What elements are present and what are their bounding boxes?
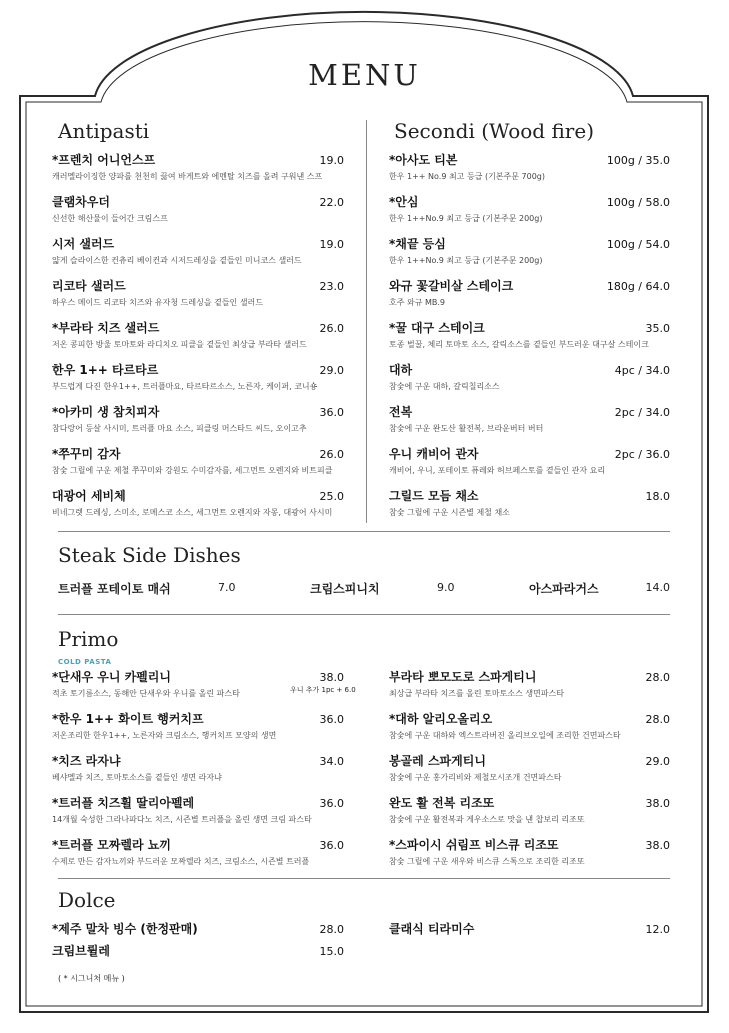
menu-item-price: 100g / 54.0 — [606, 238, 670, 251]
divider-3 — [58, 878, 670, 879]
menu-item-description: 캐러멜라이징한 양파를 천천히 끓여 바게트와 에멘탈 치즈를 올려 구워낸 스프 — [52, 172, 323, 181]
menu-item-name: *아카미 생 참치피자 — [52, 405, 160, 419]
menu-item-description: 한우 1++No.9 최고 등급 (기본주문 200g) — [389, 256, 543, 265]
divider-1 — [58, 531, 670, 532]
menu-item-name: *대하 알리오올리오 — [389, 712, 493, 726]
menu-item-name: *꿀 대구 스테이크 — [389, 321, 485, 335]
menu-item-price: 38.0 — [645, 839, 670, 852]
menu-item-price: 36.0 — [319, 839, 344, 852]
menu-item-description: 신선한 해산물이 들어간 크림스프 — [52, 214, 168, 223]
menu-item-price: 35.0 — [645, 322, 670, 335]
menu-item-description: 수제로 만든 감자뇨끼와 부드러운 모짜렐라 치즈, 크림소스, 시즌별 트러플 — [52, 857, 310, 866]
divider-2 — [58, 614, 670, 615]
menu-item-price: 23.0 — [319, 280, 344, 293]
menu-item-description: 참숯에 구운 활전복과 게우소스로 맛을 낸 찹보리 리조또 — [389, 815, 585, 824]
menu-item-name: 대하 — [389, 363, 413, 377]
menu-item-description: 토종 벌꿀, 체리 토마토 소스, 갈릭소스를 곁들인 부드러운 대구살 스테이크 — [389, 340, 649, 349]
menu-item-name: 완도 활 전복 리조또 — [389, 796, 495, 810]
menu-item-description: 캐비어, 우니, 포테이토 퓨레와 허브페스토를 곁들인 관자 요리 — [389, 466, 606, 475]
column-divider — [366, 120, 367, 523]
menu-item-name: 시저 샐러드 — [52, 237, 115, 251]
menu-item — [52, 319, 344, 350]
menu-item-price: 26.0 — [319, 322, 344, 335]
menu-item — [52, 794, 344, 825]
menu-item-name: *채끝 등심 — [389, 237, 446, 251]
menu-item — [52, 445, 344, 476]
menu-item-description: 14개월 숙성한 그라나파다노 치즈, 시즌별 트러플을 올린 생면 크림 파스타 — [52, 815, 312, 824]
menu-item-name: 우니 캐비어 관자 — [389, 447, 479, 461]
menu-item-name: *스파이시 쉬림프 비스큐 리조또 — [389, 838, 559, 852]
menu-item-price: 2pc / 36.0 — [614, 448, 670, 461]
menu-item-name: 대광어 세비체 — [52, 489, 126, 503]
menu-item-name: 와규 꽃갈비살 스테이크 — [389, 279, 514, 293]
menu-item-name: *프렌치 어니언스프 — [52, 153, 156, 167]
menu-item — [389, 836, 670, 867]
menu-title: MENU — [308, 58, 421, 92]
primo-heading: Primo — [58, 627, 119, 651]
menu-item-description: 비네그렛 드레싱, 스미소, 로메스코 소스, 세그먼트 오렌지와 자몽, 대광어 사시미 — [52, 508, 333, 517]
menu-item — [52, 920, 344, 937]
menu-item-name: *트러플 치즈휠 딸리아펠레 — [52, 796, 195, 810]
menu-item — [52, 942, 344, 959]
menu-item-price: 29.0 — [319, 364, 344, 377]
menu-item-price: 38.0 — [645, 797, 670, 810]
menu-item-price: 19.0 — [319, 238, 344, 251]
menu-item — [52, 235, 344, 266]
menu-item-price: 25.0 — [319, 490, 344, 503]
menu-item — [389, 403, 670, 434]
menu-item-name: 리코타 샐러드 — [52, 279, 126, 293]
menu-item — [389, 752, 670, 783]
menu-item — [389, 487, 670, 518]
menu-item — [389, 794, 670, 825]
menu-item-name: 클래식 티라미수 — [389, 922, 475, 936]
menu-item-price: 100g / 58.0 — [606, 196, 670, 209]
menu-item — [52, 668, 344, 699]
menu-item-description: 참숯에 구운 대하와 엑스트라버진 올리브오일에 조리한 건면파스타 — [389, 731, 621, 740]
menu-item — [52, 277, 344, 308]
menu-item-name: *치즈 라자냐 — [52, 754, 121, 768]
menu-item-description: 참숯에 구운 완도산 활전복, 브라운버터 버터 — [389, 424, 544, 433]
menu-item-description: 참숯 그릴에 구운 제철 쭈꾸미와 강원도 수미감자를, 세그먼트 오렌지와 비트피클 — [52, 466, 333, 475]
menu-item — [389, 193, 670, 224]
menu-item — [389, 668, 670, 699]
menu-item — [389, 277, 670, 308]
steak-sides-heading: Steak Side Dishes — [58, 543, 241, 567]
uni-addon-note: 우니 추가 1pc + 6.0 — [290, 686, 356, 694]
cold-pasta-label: COLD PASTA — [58, 658, 112, 666]
menu-item-description: 저온 콩피한 방울 토마토와 라디치오 피클을 곁들인 최상급 부라타 샐러드 — [52, 340, 307, 349]
menu-item-name: *트러플 모짜렐라 뇨끼 — [52, 838, 171, 852]
menu-item-description: 참숯에 구운 대하, 갈릭칠리소스 — [389, 382, 500, 391]
menu-item-price: 28.0 — [319, 923, 344, 936]
menu-item-price: 29.0 — [645, 755, 670, 768]
menu-item-name: *쭈꾸미 감자 — [52, 447, 121, 461]
menu-item-description: 한우 1++No.9 최고 등급 (기본주문 200g) — [389, 214, 543, 223]
menu-item-name: 크림브륄레 — [52, 944, 110, 958]
signature-footnote: ( * 시그니처 메뉴 ) — [58, 974, 125, 983]
menu-item — [52, 836, 344, 867]
menu-item — [389, 361, 670, 392]
menu-item — [389, 235, 670, 266]
menu-item-price: 36.0 — [319, 797, 344, 810]
menu-item — [52, 710, 344, 741]
menu-item-price: 26.0 — [319, 448, 344, 461]
menu-item-name: *한우 1++ 화이트 행커치프 — [52, 712, 204, 726]
menu-item-price: 180g / 64.0 — [606, 280, 670, 293]
side-item-price: 7.0 — [218, 581, 236, 594]
menu-item-description: 참숯 그릴에 구운 시즌별 제철 채소 — [389, 508, 510, 517]
menu-item-price: 36.0 — [319, 713, 344, 726]
menu-item-price: 15.0 — [319, 945, 344, 958]
menu-item-name: 클램차우더 — [52, 195, 110, 209]
side-item-price: 9.0 — [437, 581, 455, 594]
menu-item-name: *부라타 치즈 샐러드 — [52, 321, 160, 335]
menu-item-price: 100g / 35.0 — [606, 154, 670, 167]
menu-item-description: 저온조리한 한우1++, 노른자와 크림소스, 행커치프 모양의 생면 — [52, 731, 277, 740]
menu-item-name: *제주 말차 빙수 (한정판매) — [52, 922, 198, 936]
menu-item — [52, 151, 344, 182]
menu-item-price: 28.0 — [645, 713, 670, 726]
side-item-name: 크림스피니치 — [310, 582, 380, 596]
menu-item-description: 적초 토기름소스, 동해안 단새우와 우니를 올린 파스타 — [52, 689, 240, 698]
menu-item — [52, 752, 344, 783]
menu-item — [389, 445, 670, 476]
menu-item-price: 36.0 — [319, 406, 344, 419]
menu-item-price: 12.0 — [645, 923, 670, 936]
menu-item-price: 2pc / 34.0 — [614, 406, 670, 419]
menu-item-name: *단새우 우니 카펠리니 — [52, 670, 171, 684]
menu-item-description: 얇게 슬라이스한 컨츄리 베이컨과 시저드레싱을 곁들인 미니코스 샐러드 — [52, 256, 302, 265]
menu-item — [389, 151, 670, 182]
menu-item — [52, 361, 344, 392]
menu-item-description: 최상급 부라타 치즈를 올린 토마토소스 생면파스타 — [389, 689, 565, 698]
menu-item-price: 18.0 — [645, 490, 670, 503]
side-item-name: 아스파라거스 — [529, 582, 599, 596]
menu-item — [389, 920, 670, 937]
side-item-price: 14.0 — [645, 581, 670, 594]
menu-item — [52, 403, 344, 434]
menu-item-name: 전복 — [389, 405, 413, 419]
menu-item-description: 호주 와규 MB.9 — [389, 298, 446, 307]
menu-item-price: 34.0 — [319, 755, 344, 768]
menu-item-description: 부드럽게 다진 한우1++, 트러플마요, 타르타르소스, 노른자, 케이퍼, 코니숑 — [52, 382, 318, 391]
secondi-heading: Secondi (Wood fire) — [394, 119, 594, 143]
menu-item-name: 부라타 뽀모도로 스파게티니 — [389, 670, 537, 684]
antipasti-heading: Antipasti — [58, 119, 150, 143]
menu-item-price: 19.0 — [319, 154, 344, 167]
menu-item-description: 참숯에 구운 홍가리비와 제철모시조개 건면파스타 — [389, 773, 562, 782]
menu-item-description: 한우 1++ No.9 최고 등급 (기본주문 700g) — [389, 172, 545, 181]
menu-item-price: 4pc / 34.0 — [614, 364, 670, 377]
menu-item-description: 참숯 그릴에 구운 새우와 비스큐 스톡으로 조리한 리조또 — [389, 857, 585, 866]
menu-item-name: *안심 — [389, 195, 419, 209]
menu-item-name: 봉골레 스파게티니 — [389, 754, 486, 768]
menu-item-price: 38.0 — [319, 671, 344, 684]
side-item-name: 트러플 포테이토 매쉬 — [58, 582, 171, 596]
menu-item — [389, 710, 670, 741]
menu-item-description: 참다랑어 등살 사시미, 트러플 마요 소스, 피클링 머스타드 씨드, 오이고추 — [52, 424, 307, 433]
dolce-heading: Dolce — [58, 888, 116, 912]
menu-item — [52, 193, 344, 224]
menu-item — [389, 319, 670, 350]
menu-item-description: 하우스 메이드 리코타 치즈와 유자청 드레싱을 곁들인 샐러드 — [52, 298, 263, 307]
menu-item-name: *아사도 티본 — [389, 153, 458, 167]
menu-item — [52, 487, 344, 518]
menu-item-name: 한우 1++ 타르타르 — [52, 363, 159, 377]
menu-item-price: 28.0 — [645, 671, 670, 684]
menu-item-price: 22.0 — [319, 196, 344, 209]
menu-item-description: 베샤멜과 치즈, 토마토소스를 곁들인 생면 라자냐 — [52, 773, 222, 782]
menu-item-name: 그릴드 모듬 채소 — [389, 489, 479, 503]
